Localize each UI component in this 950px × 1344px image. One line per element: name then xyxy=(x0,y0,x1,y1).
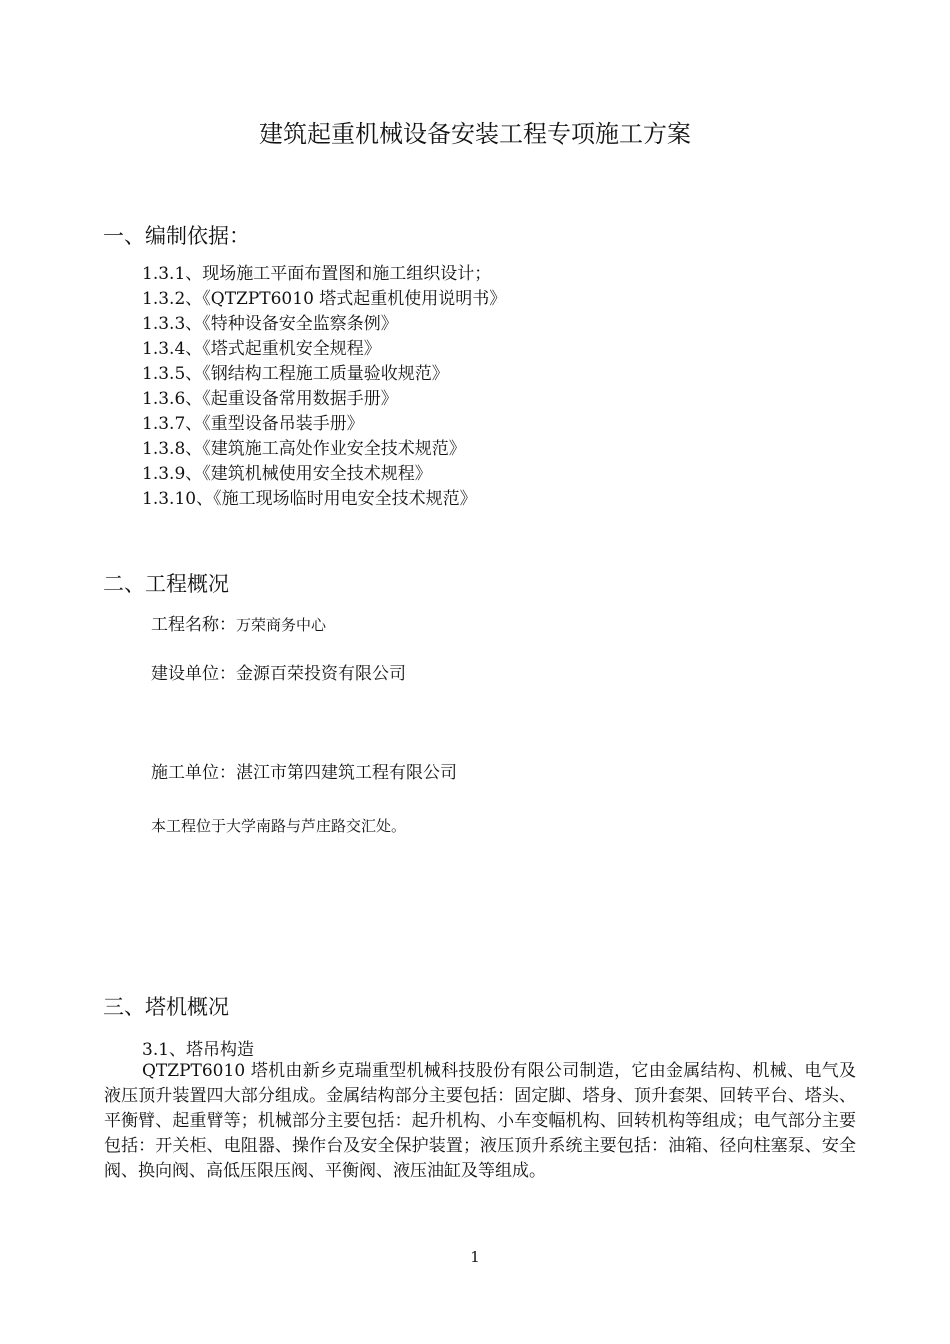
builder-value: 金源百荣投资有限公司 xyxy=(236,664,406,684)
project-name-row xyxy=(151,612,326,638)
project-location: 本工程位于大学南路与芦庄路交汇处。 xyxy=(151,817,407,835)
section-heading-overview: 二、工程概况 xyxy=(103,572,229,596)
list-item: 1.3.10、《施工现场临时用电安全技术规范》 xyxy=(142,489,477,509)
list-item: 1.3.5、《钢结构工程施工质量验收规范》 xyxy=(142,364,449,384)
list-item: 1.3.7、《重型设备吊装手册》 xyxy=(142,414,364,434)
contractor-label: 施工单位： xyxy=(151,763,236,783)
project-name-value: 万荣商务中心 xyxy=(236,616,327,634)
builder-row xyxy=(151,661,406,687)
subsection-heading: 3.1、塔吊构造 xyxy=(142,1040,255,1060)
project-name-label: 工程名称： xyxy=(151,615,236,635)
section-heading-crane: 三、塔机概况 xyxy=(103,995,229,1019)
document-title: 建筑起重机械设备安装工程专项施工方案 xyxy=(259,120,691,148)
section-heading-basis: 一、编制依据： xyxy=(103,224,250,248)
list-item: 1.3.1、现场施工平面布置图和施工组织设计； xyxy=(142,264,492,284)
crane-structure-paragraph: QTZPT6010 塔机由新乡克瑞重型机械科技股份有限公司制造，它由金属结构、机械、电气及液压顶升装置四大部分组成。金属结构部分主要包括：固定脚、塔身、顶升套架、回转平台、塔头、平衡臂、起重臂等；机械部分主要包括：起升机构、小车变幅机构、回转机构等组成；电气部分主要包括：开关柜、电阻器、操作台及安全保护装置；液压顶升系统主要包括：油箱、径向柱塞泵、安全阀、换向阀、高低压限压阀、平衡阀、液压油缸及等组成。 xyxy=(104,1061,856,1181)
list-item: 1.3.8、《建筑施工高处作业安全技术规范》 xyxy=(142,439,466,459)
list-item: 1.3.4、《塔式起重机安全规程》 xyxy=(142,339,381,359)
contractor-value: 湛江市第四建筑工程有限公司 xyxy=(236,763,457,783)
builder-label: 建设单位： xyxy=(151,664,236,684)
contractor-row xyxy=(151,760,457,786)
list-item: 1.3.3、《特种设备安全监察条例》 xyxy=(142,314,398,334)
list-item: 1.3.9、《建筑机械使用安全技术规程》 xyxy=(142,464,432,484)
list-item: 1.3.6、《起重设备常用数据手册》 xyxy=(142,389,398,409)
page-number: 1 xyxy=(470,1248,480,1266)
reference-list xyxy=(142,262,506,512)
list-item: 1.3.2、《QTZPT6010 塔式起重机使用说明书》 xyxy=(142,289,507,309)
